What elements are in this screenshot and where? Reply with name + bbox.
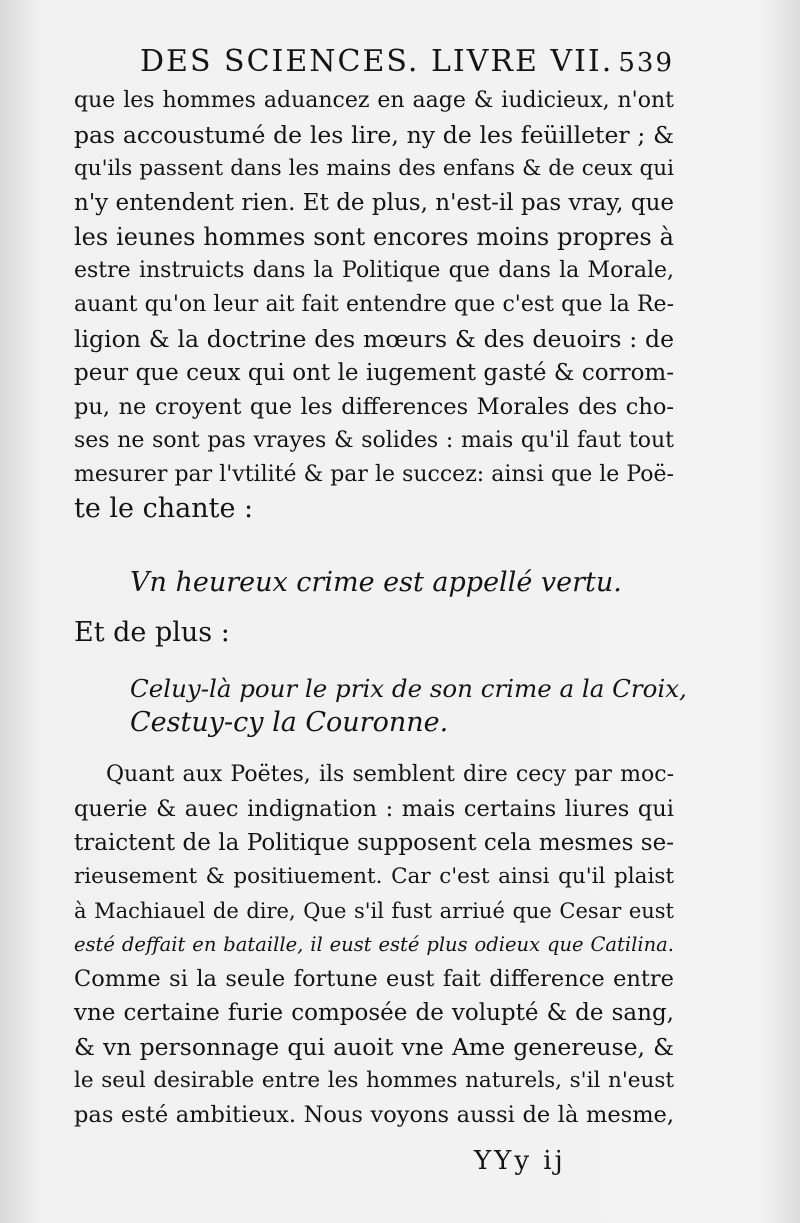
text-line: auant qu'on leur ait fait entendre que c'est que la Re- (74, 292, 674, 317)
text-line: pu, ne croyent que les differences Morales des cho- (74, 394, 674, 420)
verse-line: Celuy-là pour le prix de son crime a la Croix, (130, 674, 687, 703)
signature-mark: YYy ij (474, 1146, 566, 1176)
text-line: ligion & la doctrine des mœurs & des deuoirs : de (74, 325, 674, 353)
text-line: & vn personnage qui auoit vne Ame genereuse, & (74, 1033, 674, 1061)
text-line: vne certaine furie composée de volupté & de sang, (74, 1000, 674, 1026)
text-line: à Machiauel de dire, Que s'il fust arriué que Cesar eust (74, 899, 674, 923)
paragraph-1 (74, 84, 674, 526)
running-title: DES SCIENCES. LIVRE VII. (140, 44, 614, 79)
verse-quote-1 (130, 566, 690, 600)
text-line: pas accoustumé de les lire, ny de les feüilleter ; & (74, 121, 674, 149)
text-line: peur que ceux qui ont le iugement gasté & corrom- (74, 360, 674, 386)
et-de-plus: Et de plus : (74, 617, 230, 648)
text-line: esté deffait en bataille, il eust esté plus odieux que Catilina. (74, 933, 674, 956)
text-line: n'y entendent rien. Et de plus, n'est-il pas vray, que (74, 190, 674, 216)
text-line: pas esté ambitieux. Nous voyons aussi de là mesme, (74, 1102, 674, 1128)
text-line: mesurer par l'vtilité & par le succez: ainsi que le Poë- (74, 462, 674, 487)
text-line: qu'ils passent dans les mains des enfans & de ceux qui (74, 156, 674, 181)
text-line: ses ne sont pas vrayes & solides : mais qu'il faut tout (74, 428, 674, 453)
text-line: estre instruicts dans la Politique que dans la Morale, (74, 258, 674, 283)
text-line: traictent de la Politique supposent cela mesmes se- (74, 830, 674, 856)
text-line: rieusement & positiuement. Car c'est ainsi qu'il plaist (74, 864, 674, 889)
verse-line: Vn heureux crime est appellé vertu. (130, 567, 622, 598)
text-line: les ieunes hommes sont encores moins propres à (74, 223, 674, 251)
text-line: Quant aux Poëtes, ils semblent dire cecy par moc- (106, 762, 674, 787)
page-header (140, 40, 680, 90)
verse-quote-2 (130, 672, 690, 740)
text-line: que les hommes aduancez en aage & iudicieux, n'ont (74, 88, 674, 113)
paragraph-2 (74, 758, 674, 1132)
text-line: querie & auec indignation : mais certains liures qui (74, 796, 674, 822)
verse-line: Cestuy-cy la Couronne. (130, 707, 449, 738)
page-number: 539 (618, 48, 674, 78)
text-line: le seul desirable entre les hommes naturels, s'il n'eust (74, 1068, 674, 1093)
text-line: te le chante : (74, 493, 254, 524)
text-line: Comme si la seule fortune eust fait difference entre (74, 966, 674, 992)
